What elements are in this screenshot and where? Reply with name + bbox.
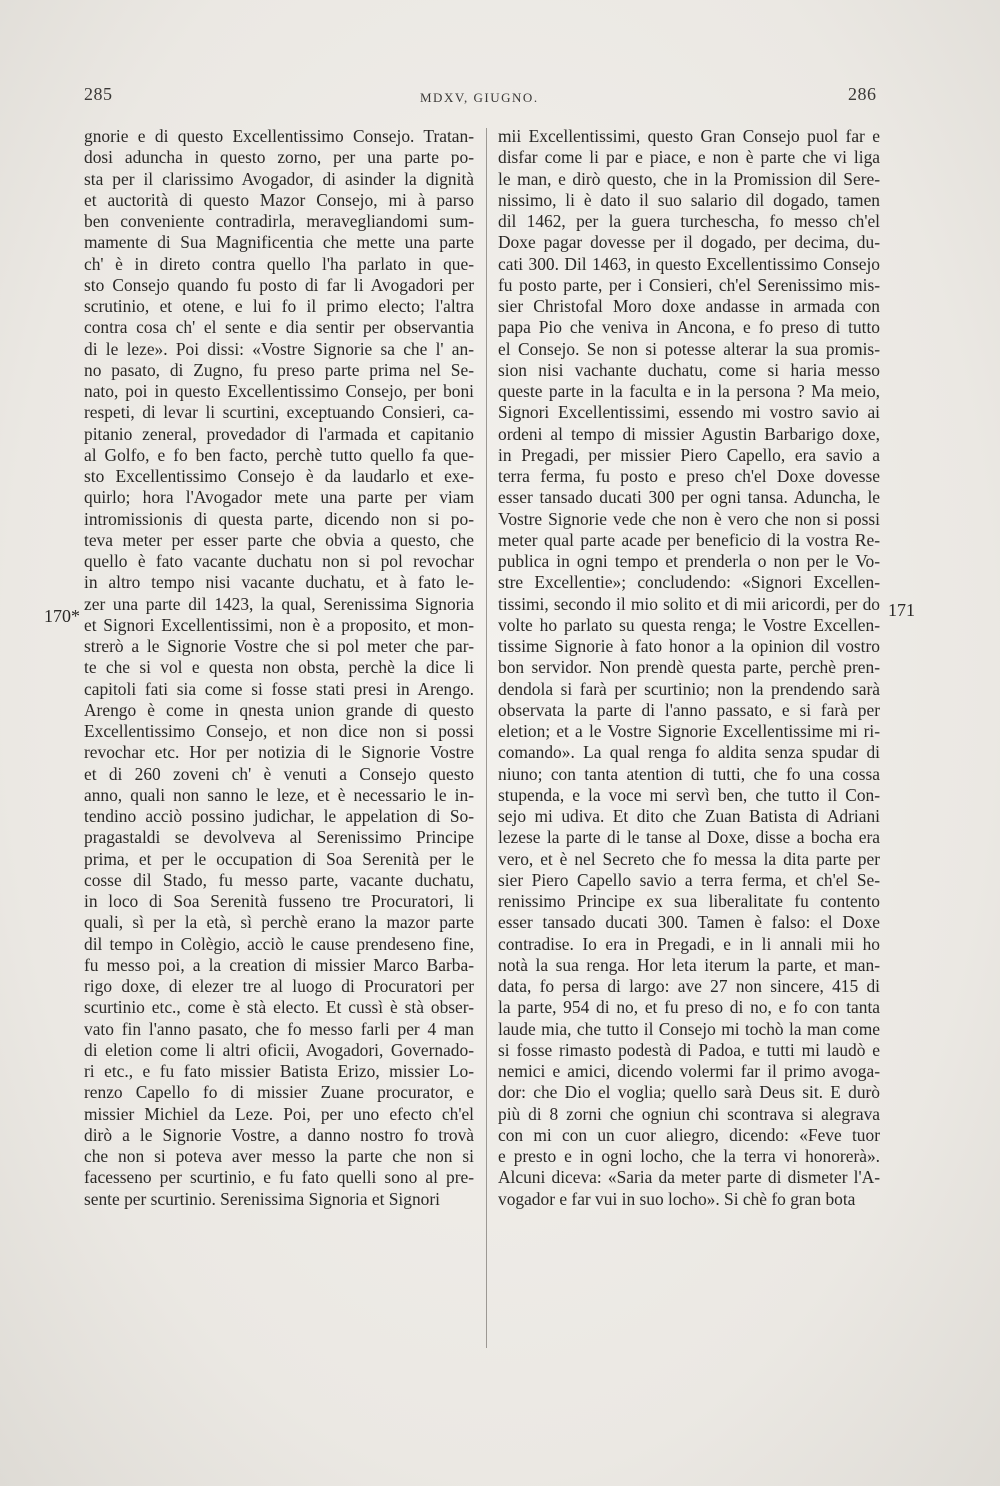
text-line: sejo mi udiva. Et dito che Zuan Batista di Adriani: [498, 806, 880, 826]
text-line: dendola si farà per scurtinio; non la prendendo sarà: [498, 678, 880, 699]
text-line: in Pregadi, per missier Piero Capello, era savio a: [498, 444, 880, 465]
text-line: sion nisi vachante duchatu, come si haria messo: [498, 359, 880, 380]
text-line: nato, poi in questo Excellentissimo Consejo, per boni: [84, 381, 474, 401]
text-line: respeti, di levar li scurtini, exceptuando Consieri, ca-: [84, 402, 474, 423]
right-column: [498, 126, 880, 1210]
text-line: mamente di Sua Magnificentia che mette una parte: [84, 232, 474, 253]
text-line: disfar come li par e piace, e non è parte che vi liga: [498, 147, 880, 168]
text-line: ben conveniente contradirla, meravegliandomi sum-: [84, 211, 474, 231]
text-line: di eletion come li altri oficii, Avogadori, Governado-: [84, 1039, 474, 1060]
text-line: meter qual parte acade per beneficio di la vostra Re-: [498, 529, 880, 550]
text-line: et di 260 zoveni ch' è venuti a Consejo questo: [84, 763, 474, 784]
text-line: laude mia, che tutto il Consejo mi tochò la man come: [498, 1018, 880, 1039]
text-line: observata la parte di l'anno passato, e si farà per: [498, 699, 880, 720]
text-line: tissime Signorie à fato honor a la opinion dil vostro: [498, 636, 880, 656]
text-line: cosse dil Stado, fu messo parte, vacante duchatu,: [84, 869, 474, 890]
text-line: quello è fato vacante duchatu non si pol revochar: [84, 551, 474, 571]
text-line: sier Christofal Moro doxe andasse in armada con: [498, 296, 880, 316]
text-line: terra ferma, fu posto e preso ch'el Doxe dovesse: [498, 466, 880, 486]
text-line: che non si poteva aver messo la parte che non si: [84, 1146, 474, 1166]
text-line: al Golfo, e fo ben facto, perchè tutto quello fa que-: [84, 444, 474, 465]
text-line: le man, e dirò questo, che in la Promission dil Sere-: [498, 168, 880, 189]
text-line: si fosse rimasto podestà di Padoa, e tutti mi laudò e: [498, 1039, 880, 1060]
text-line: sto Consejo quando fu posto di far li Avogadori per: [84, 274, 474, 295]
text-line: sto Excellentissimo Consejo è da laudarlo et exe-: [84, 466, 474, 486]
text-line: di le leze». Poi dissi: «Vostre Signorie sa che l' an-: [84, 338, 474, 359]
text-line: tendino acciò possino judichar, le appelation di So-: [84, 806, 474, 826]
text-line: ri etc., e fu fato missier Batista Erizo, missier Lo-: [84, 1061, 474, 1081]
text-line: scrutinio, et otene, e lui fo il primo electo; l'altra: [84, 296, 474, 316]
text-line: zer una parte dil 1423, la qual, Serenissima Signoria: [84, 593, 474, 614]
page-number-right: 286: [848, 84, 877, 104]
text-line: revochar etc. Hor per notizia di le Signorie Vostre: [84, 742, 474, 763]
text-line: dil tempo in Colègio, acciò le cause prendeseno fine,: [84, 933, 474, 954]
text-line: bon servidor. Non prendè questa parte, perchè pren-: [498, 657, 880, 678]
text-line: Arengo è come in qnesta union grande di questo: [84, 699, 474, 720]
text-line: eletion; et a le Vostre Signorie Excellentissime mi ri-: [498, 721, 880, 741]
text-line: dirò a le Signorie Vostre, a danno nostro fo trovà: [84, 1124, 474, 1145]
text-line: renissimo Principe ex sua liberalitate fu contento: [498, 891, 880, 911]
text-line: Vostre Signorie vede che non è vero che non si possi: [498, 508, 880, 529]
text-line: et auctorità di questo Mazor Consejo, mi à parso: [84, 189, 474, 210]
text-line: intromissionis di questa parte, dicendo non si po-: [84, 508, 474, 529]
text-line: renzo Capello fo di missier Zuane procurator, e: [84, 1082, 474, 1103]
text-line: dor: che Dio el voglia; quello sarà Deus sit. E durò: [498, 1082, 880, 1103]
text-line: stupenda, e la voce mi servì ben, che tutto il Con-: [498, 784, 880, 805]
text-line: te che si vol e questa non obsta, perchè la dice li: [84, 657, 474, 678]
text-line: missier Michiel da Leze. Poi, per uno efecto ch'el: [84, 1103, 474, 1124]
text-line: niuno; con tanta atention di tutti, che fo una cossa: [498, 763, 880, 784]
text-line: et Signori Excellentissimi, non è a proposito, et mon-: [84, 614, 474, 635]
text-line: sier Piero Capello savio a terra ferma, et ch'el Se-: [498, 869, 880, 890]
text-line: dosi aduncha in questo zorno, per una parte po-: [84, 147, 474, 168]
text-line: tissimi, secondo il mio solito et di mii aricordi, per do: [498, 593, 880, 614]
text-line: ch' è in direto contra quello l'ha parlato in que-: [84, 253, 474, 274]
text-line: la parte, 954 di no, et fu preso di no, e fo con tanta: [498, 997, 880, 1018]
text-line: esser tansado ducati 300 per ogni tansa. Aduncha, le: [498, 487, 880, 508]
column-divider: [486, 128, 487, 1348]
text-line: scurtinio etc., come è stà electo. Et cussì è stà obser-: [84, 997, 474, 1018]
text-line: teva meter per esser parte che obvia a questo, che: [84, 529, 474, 550]
text-line: contra cosa ch' el sente e dia sentir per observantia: [84, 317, 474, 338]
text-line: più di 8 zorni che ogniun chi scontrava si alegrava: [498, 1103, 880, 1124]
text-line: queste parte in la faculta e in la persona ? Ma meio,: [498, 381, 880, 401]
text-line: e presto e in ogni locho, che la terra vi honorerà».: [498, 1146, 880, 1166]
text-line: rigo doxe, di elezer tre al luogo di Procuratori per: [84, 976, 474, 996]
text-line: no pasato, di Zugno, fu preso parte prima nel Se-: [84, 359, 474, 380]
text-line: stre Excellentie»; concludendo: «Signori Excellen-: [498, 572, 880, 593]
text-line: strerò a le Signorie Vostre che si pol meter che par-: [84, 636, 474, 656]
text-line: sente per scurtinio. Serenissima Signoria et Signori: [84, 1188, 440, 1209]
text-line: Alcuni diceva: «Saria da meter parte di dismeter l'A-: [498, 1167, 880, 1188]
text-line: prima, et per le occupation di Soa Serenità per le: [84, 848, 474, 869]
text-line: notà la sua renga. Hor leta iterum la parte, et man-: [498, 954, 880, 975]
text-line: nissimo, li è dato il suo salario dil dogado, tamen: [498, 189, 880, 210]
text-line: fu posto parte, per i Consieri, ch'el Serenissimo mis-: [498, 274, 880, 295]
text-line: el Consejo. Se non si potesse alterar la sua promis-: [498, 338, 880, 359]
text-line: quirlo; hora l'Avogador mete una parte per viam: [84, 487, 474, 508]
text-line: pragastaldi se devolveva al Serenissimo Principe: [84, 827, 474, 848]
text-line: anno, quali non sanno le leze, et è necessario le in-: [84, 784, 474, 805]
text-line: gnorie e di questo Excellentissimo Consejo. Tratan-: [84, 126, 474, 146]
text-line: Excellentissimo Consejo, et non dice non si possi: [84, 721, 474, 741]
text-line: in altro tempo nisi vacante duchatu, et à fato le-: [84, 572, 474, 593]
text-line: sta per il clarissimo Avogador, di asinder la dignità: [84, 168, 474, 189]
text-line: nemici e amici, dicendo volermi far il primo avoga-: [498, 1061, 880, 1081]
left-column: [84, 126, 474, 1210]
text-line: pitanio zeneral, provedador di l'armada et capitanio: [84, 423, 474, 444]
text-line: capitoli fati sia come si fosse stati presi in Arengo.: [84, 678, 474, 699]
text-line: Signori Excellentissimi, essendo mi vostro savio ai: [498, 402, 880, 423]
page-number-left: 285: [84, 84, 113, 104]
text-line: volte ho parlato su questa renga; le Vostre Excellen-: [498, 614, 880, 635]
margin-number-left: 170*: [44, 606, 80, 626]
text-line: Doxe pagar dovesse per il dogado, per decima, du-: [498, 232, 880, 253]
text-line: facesseno per scurtinio, e fu fato quelli sono al pre-: [84, 1167, 474, 1188]
text-line: dil 1462, per la guera turchescha, fo messo ch'el: [498, 211, 880, 231]
running-title: MDXV, GIUGNO.: [420, 90, 539, 105]
margin-number-right: 171: [888, 600, 915, 620]
text-line: publica in ogni tempo et prenderla o non per le Vo-: [498, 551, 880, 571]
text-line: vero, et è nel Secreto che fo messa la dita parte per: [498, 848, 880, 869]
text-line: comando». La qual renga fo aldita senza spudar di: [498, 742, 880, 763]
text-line: cati 300. Dil 1463, in questo Excellentissimo Consejo: [498, 253, 880, 274]
text-line: papa Pio che veniva in Ancona, e fo preso di tutto: [498, 317, 880, 338]
text-line: con mi con un cuor aliegro, dicendo: «Feve tuor: [498, 1124, 880, 1145]
text-line: ordeni al tempo di missier Agustin Barbarigo doxe,: [498, 423, 880, 444]
text-line: esser tansado ducati 300. Tamen è falso: el Doxe: [498, 912, 880, 933]
text-line: lezese la parte di le tanse al Doxe, disse a bocha era: [498, 827, 880, 848]
text-line: mii Excellentissimi, questo Gran Consejo puol far e: [498, 126, 880, 146]
text-line: contradise. Io era in Pregadi, e in li annali mii ho: [498, 933, 880, 954]
text-line: vato fin l'anno pasato, che fo messo farli per 4 man: [84, 1018, 474, 1039]
text-line: vogador e far vui in suo locho». Si chè fo gran bota: [498, 1188, 856, 1209]
text-line: fu messo poi, a la creation di missier Marco Barba-: [84, 954, 474, 975]
text-line: quali, sì per la età, sì perchè erano la mazor parte: [84, 912, 474, 933]
text-line: data, fo persa di largo: ave 27 non sincere, 415 di: [498, 976, 880, 996]
text-line: in loco di Soa Serenità fusseno tre Procuratori, li: [84, 891, 474, 911]
